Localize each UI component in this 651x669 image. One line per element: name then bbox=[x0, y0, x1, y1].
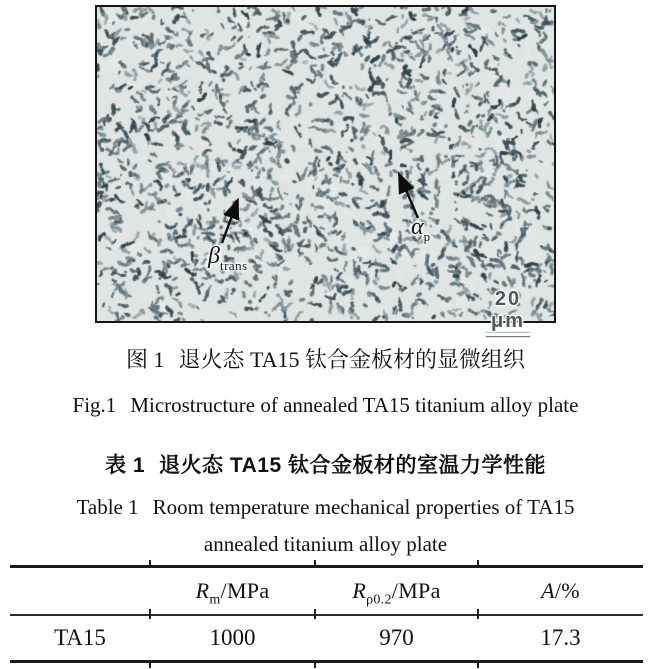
beta-trans-label bbox=[208, 243, 248, 273]
column-rule-tick bbox=[477, 663, 479, 668]
properties-table bbox=[10, 565, 643, 663]
table-caption-en-line1 bbox=[0, 493, 651, 521]
column-rule-tick bbox=[477, 609, 479, 619]
rm-symbol: R bbox=[195, 578, 210, 603]
figure-caption-zh bbox=[0, 345, 651, 375]
header-material bbox=[10, 567, 150, 616]
table-header-row bbox=[10, 567, 643, 616]
alpha-symbol: α bbox=[411, 214, 424, 240]
figure-caption-zh-text: 退火态 TA15 钛合金板材的显微组织 bbox=[178, 347, 526, 372]
cell-rp02: 970 bbox=[379, 625, 414, 650]
table-caption-zh-label: 表 1 bbox=[105, 454, 146, 477]
column-rule-tick bbox=[149, 663, 151, 668]
table-caption-zh bbox=[0, 450, 651, 482]
alpha-p-label bbox=[411, 214, 431, 244]
alpha-arrow bbox=[400, 176, 418, 218]
elongation-unit: /% bbox=[554, 578, 580, 603]
scale-bar-line bbox=[486, 333, 530, 336]
header-elongation bbox=[478, 567, 643, 616]
scale-bar bbox=[475, 288, 541, 336]
annotation-arrows bbox=[97, 7, 554, 321]
rp02-symbol: R bbox=[352, 578, 367, 603]
header-rm bbox=[150, 567, 315, 616]
table-caption-en-label: Table 1 bbox=[76, 495, 139, 519]
beta-symbol: β bbox=[208, 243, 220, 269]
figure-caption-en-label: Fig.1 bbox=[72, 393, 117, 417]
cell-material: TA15 bbox=[54, 625, 106, 650]
scale-bar-label: 20 μm bbox=[490, 288, 526, 332]
figure-caption-zh-label: 图 1 bbox=[125, 347, 165, 372]
cell-elongation: 17.3 bbox=[540, 625, 581, 650]
alpha-subscript: p bbox=[423, 229, 431, 244]
rm-subscript: m bbox=[209, 592, 221, 608]
rp02-subscript: ρ0.2 bbox=[366, 592, 392, 608]
table-caption-zh-text: 退火态 TA15 钛合金板材的室温力学性能 bbox=[159, 454, 546, 477]
table-row bbox=[10, 615, 643, 662]
figure-caption-en-text: Microstructure of annealed TA15 titanium alloy plate bbox=[130, 393, 579, 417]
cell-rm: 1000 bbox=[209, 625, 256, 650]
beta-subscript: trans bbox=[219, 258, 248, 273]
column-rule-tick bbox=[314, 609, 316, 619]
column-rule-tick bbox=[314, 560, 316, 565]
rm-unit: /MPa bbox=[220, 578, 270, 603]
beta-arrow bbox=[222, 202, 237, 243]
header-rp02 bbox=[315, 567, 478, 616]
table-caption-en-line2 bbox=[0, 531, 651, 557]
rp02-unit: /MPa bbox=[391, 578, 441, 603]
column-rule-tick bbox=[149, 609, 151, 619]
micrograph bbox=[95, 5, 556, 332]
column-rule-tick bbox=[477, 560, 479, 565]
mechanical-properties-table bbox=[10, 565, 643, 663]
table-caption-en-text1: Room temperature mechanical properties of TA15 bbox=[152, 495, 575, 519]
table-caption-en-text2: annealed titanium alloy plate bbox=[203, 532, 448, 556]
column-rule-tick bbox=[314, 663, 316, 668]
column-rule-tick bbox=[149, 560, 151, 565]
elongation-symbol: A bbox=[541, 578, 555, 603]
figure-caption-en bbox=[0, 391, 651, 419]
